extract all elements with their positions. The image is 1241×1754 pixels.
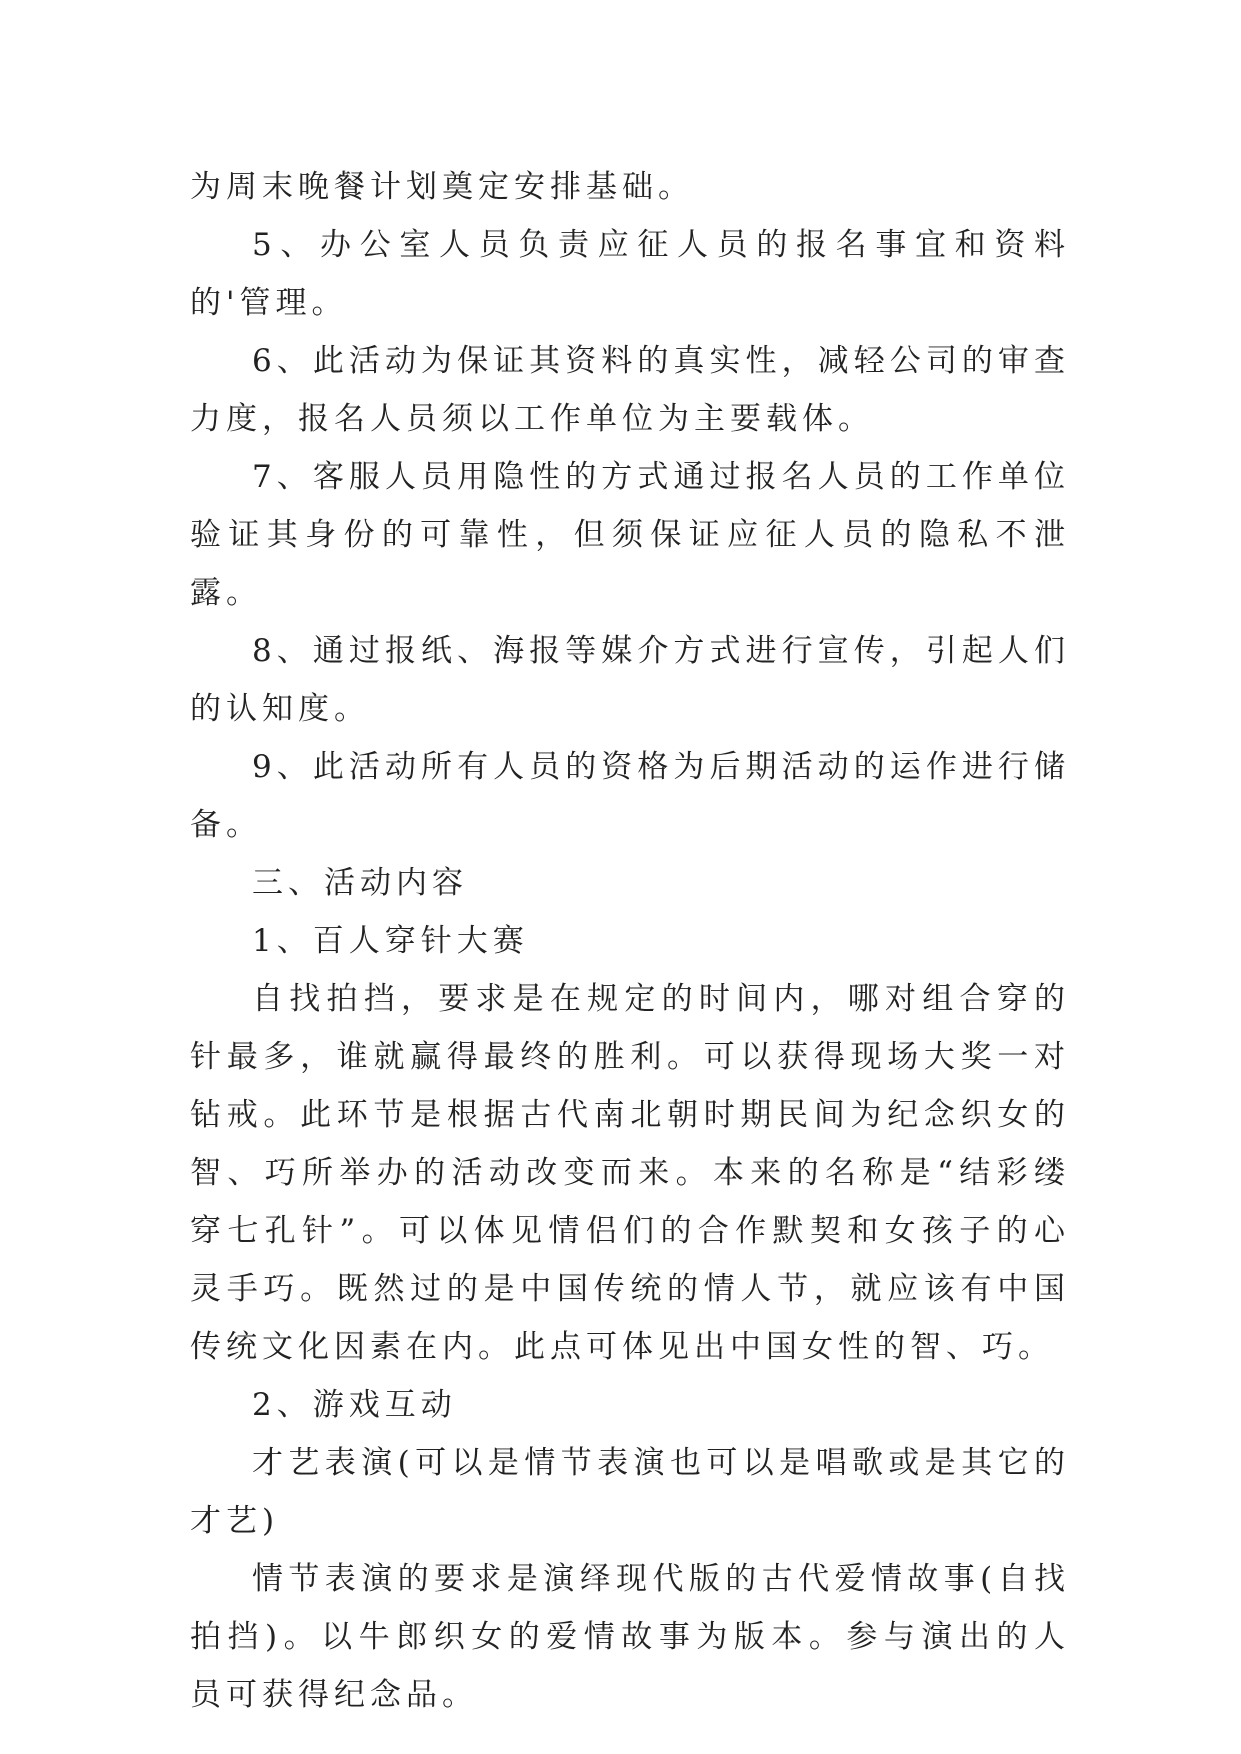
paragraph: 6、此活动为保证其资料的真实性，减轻公司的审查力度，报名人员须以工作单位为主要载体。 [190, 343, 1070, 437]
paragraph: 5、办公室人员负责应征人员的报名事宜和资料的'管理。 [190, 227, 1070, 321]
document-body [190, 158, 1070, 1724]
paragraph: 自找拍挡，要求是在规定的时间内，哪对组合穿的针最多，谁就赢得最终的胜利。可以获得现场大奖一对钻戒。此环节是根据古代南北朝时期民间为纪念织女的智、巧所举办的活动改变而来。本来的名称是“结彩缕穿七孔针”。可以体见情侣们的合作默契和女孩子的心灵手巧。既然过的是中国传统的情人节，就应该有中国传统文化因素在内。此点可体见出中国女性的智、巧。 [190, 981, 1070, 1365]
paragraph: 9、此活动所有人员的资格为后期活动的运作进行储备。 [190, 749, 1070, 843]
paragraph: 8、通过报纸、海报等媒介方式进行宣传，引起人们的认知度。 [190, 633, 1070, 727]
paragraph: 才艺表演(可以是情节表演也可以是唱歌或是其它的才艺) [190, 1445, 1070, 1539]
subsection-heading: 2、游戏互动 [252, 1387, 457, 1423]
paragraph: 7、客服人员用隐性的方式通过报名人员的工作单位验证其身份的可靠性，但须保证应征人员的隐私不泄露。 [190, 459, 1070, 611]
paragraph: 情节表演的要求是演绎现代版的古代爱情故事(自找拍挡)。以牛郎织女的爱情故事为版本。参与演出的人员可获得纪念品。 [190, 1561, 1070, 1713]
section-heading: 三、活动内容 [252, 865, 468, 901]
subsection-heading: 1、百人穿针大赛 [252, 923, 529, 959]
paragraph: 为周末晚餐计划奠定安排基础。 [190, 169, 694, 205]
